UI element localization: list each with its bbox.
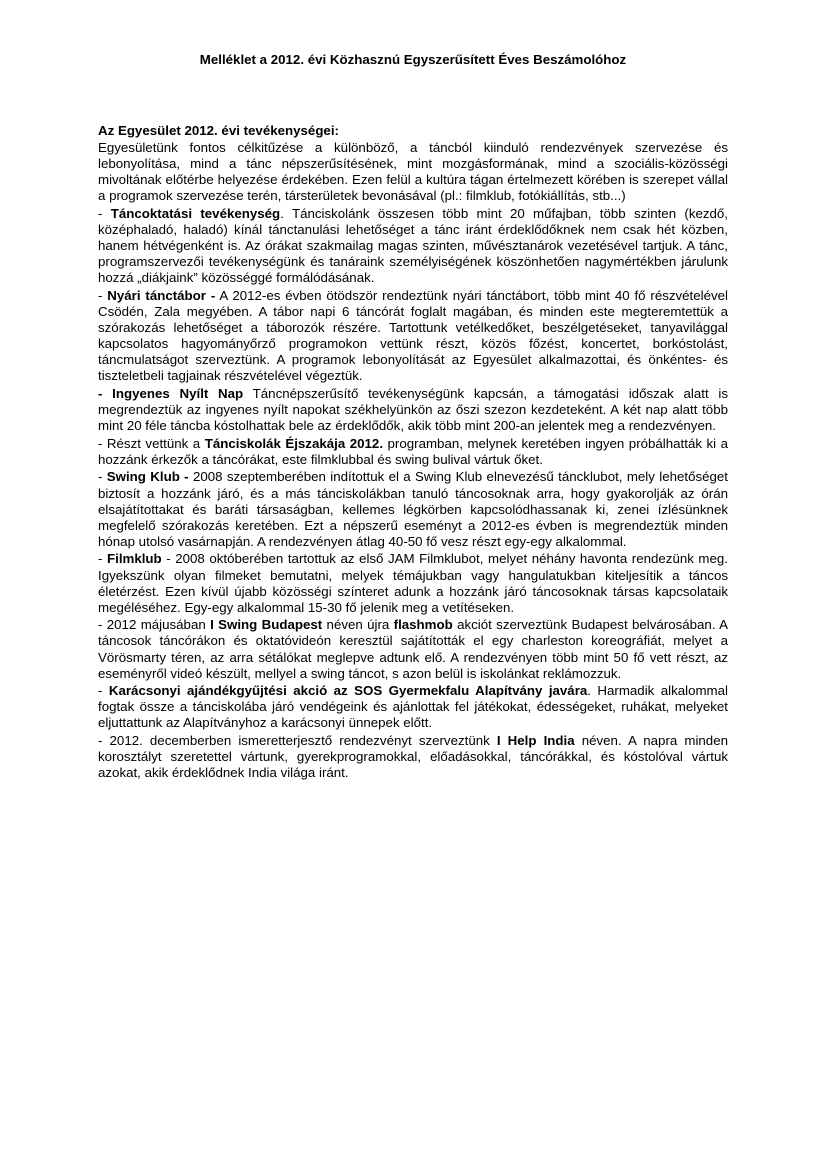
paragraph-bold-label: I Swing Budapest — [210, 617, 323, 633]
paragraph-prefix: - — [98, 205, 111, 221]
paragraph-text: programban, melynek keretében ingyen próbálhatták ki a hozzánk érkezők a táncórákat, este filmklubbal és swing bulival vártuk őket. — [98, 435, 728, 467]
paragraph-text: akciót szerveztünk Budapest belvárosában. A táncosok táncórákon és oktatóvideón keresztül sajátították el egy charleston koreográfiát, melyet a Vörösmarty téren, az arra sétálókat meglepve adtunk elő. A rendezvényen több mint 50 fő vett részt, az eseményről videó készült, mellyel a swing táncot, s azon belül is iskolánkat reklámozzuk. — [98, 617, 728, 681]
paragraph-text: - 2008 októberében tartottuk az első JAM Filmklubot, melyet néhány havonta rendezünk meg. Igyekszünk olyan filmeket bemutatni, melyek témájukban vagy hangulatukban kiteljesítik a táncos életérzést. Ezen kívül újabb közösségi színteret adunk a hozzánk járó táncosoknak társas kapcsolataik megéléséhez. Egy-egy alkalommal 15-30 fő jelenik meg a vetítéseken. — [98, 551, 728, 615]
paragraph-bold-label: flashmob — [393, 617, 453, 633]
paragraph-swing-club — [98, 469, 728, 549]
paragraph-text: néven. A napra minden korosztályt szeretettel vártunk, gyerekprogramokkal, előadásokkal, táncórákkal, és kóstolóval vártuk azokat, akik érdeklődnek India világa iránt. — [98, 732, 728, 781]
paragraph-text: . Tánciskolánk összesen több mint 20 műfajban, több szinten (kezdő, középhaladó, haladó) kínál tánctanulási lehetőséget a tánc iránt érdeklődőknek nem csak hét közben, hanem hétvégenként is. Az órákat szakmailag magas szinten, művésztanárok vezetésével tartjuk. A tánc, programszervezői tevékenységünk és tanáraink személyiségének köszönhetően nagymértékben járulunk hozzá „diákjaink” közösséggé formálódásának. — [98, 205, 728, 286]
paragraph-text: - 2012 májusában — [98, 617, 211, 633]
paragraph-dance-education — [98, 206, 728, 286]
paragraph-open-day — [98, 386, 728, 434]
paragraph-dance-school-night — [98, 436, 728, 468]
paragraph-bold-label: Táncoktatási tevékenység — [110, 205, 281, 221]
paragraph-bold-label: Karácsonyi ajándékgyűjtési akció az SOS Gyermekfalu Alapítvány javára — [108, 683, 588, 699]
paragraph-prefix: - — [98, 469, 107, 485]
section-heading: Az Egyesület 2012. évi tevékenységei: — [98, 123, 339, 138]
paragraph-christmas-charity — [98, 683, 728, 731]
paragraph-bold-label: Swing Klub - — [106, 469, 189, 485]
paragraph-help-india — [98, 733, 728, 781]
paragraph-flashmob — [98, 617, 728, 681]
paragraph-text: . Harmadik alkalommal fogtak össze a tánciskolába járó vendégeink és ajánlottak fel játékokat, édességeket, ruhákat, melyeket eljuttattunk az Alapítványhoz a karácsonyi ünnepek előtt. — [98, 683, 728, 731]
paragraph-text: Táncnépszerűsítő tevékenységünk kapcsán, a támogatási időszak alatt is megrendeztük az ingyenes nyílt napokat székhelyünkön az őszi szezon kezdeteként. A két nap alatt több mint 20 féle táncba kóstolhattak bele az érdeklődők, akik több mint 200-an jelentek meg a rendezvényen. — [98, 386, 728, 434]
paragraph-bold-label: Filmklub — [107, 551, 162, 567]
paragraph-text: A 2012-es évben ötödször rendeztünk nyári tánctábort, több mint 40 fő részvételével Csödén, Zala megyében. A tábor napi 6 táncórát foglalt magában, és minden este megteremtettük a szórakozás lehetőséget a táborozók részére. Tartottunk vetélkedőket, beszélgetéseket, tanyavilággal kapcsolatos hagyományőrző programokon vettünk részt, közös főzést, koncertet, borkóstolást, táncmulatságot szerveztünk. A programok lebonyolítását az Egyesület alkalmazottai, és önkéntes- és tiszteletbeli tagjainak részvételével végeztük. — [98, 287, 728, 384]
paragraph-bold-label: I Help India — [496, 732, 575, 748]
paragraph-summer-camp — [98, 288, 728, 385]
document-body — [98, 123, 728, 783]
paragraph-film-club — [98, 551, 728, 615]
page-title: Melléklet a 2012. évi Közhasznú Egyszerűsített Éves Beszámolóhoz — [199, 52, 627, 67]
paragraph-prefix: - 2012. decemberben ismeretterjesztő rendezvényt szerveztünk — [98, 732, 497, 748]
paragraph-prefix: - — [98, 683, 109, 699]
paragraph-prefix: - — [98, 287, 108, 303]
intro-paragraph: Egyesületünk fontos célkitűzése a különböző, a táncból kiinduló rendezvények szervezése és lebonyolítása, mind a tánc népszerűsítésének, mint mozgásformának, mind a szociális-közösségi mivoltának előtérbe helyezése érdekében. Ezen felül a kultúra tágan értelmezett körében is szerepet vállal a programok szervezése terén, társterületek bevonásával (pl.: filmklub, fotókiállítás, stb...) — [98, 140, 728, 204]
paragraph-prefix: - Részt vettünk a — [98, 435, 205, 451]
paragraph-bold-label: Nyári tánctábor - — [107, 287, 216, 303]
paragraph-prefix: - — [98, 551, 107, 567]
paragraph-text: néven újra — [322, 617, 394, 633]
paragraph-bold-label: Tánciskolák Éjszakája 2012. — [204, 435, 384, 451]
paragraph-bold-label: - Ingyenes Nyílt Nap — [98, 386, 244, 401]
paragraph-text: 2008 szeptemberében indítottuk el a Swing Klub elnevezésű táncklubot, mely lehetőséget biztosít a hozzánk járó, és a más tánciskolákban tanuló táncosoknak arra, hogy gyakorolják az órán elsajátítottakat és baráti társaságban, kellemes légkörben kapcsolódhassanak ki, zenei ízlésünknek megfelelő szórakozás keretében. Ezt a népszerű eseményt a 2012-es évben is megrendeztük minden hónap utolsó vasárnapján. A rendezvényen átlag 40-50 fő vesz részt egy-egy alkalommal. — [98, 469, 729, 549]
